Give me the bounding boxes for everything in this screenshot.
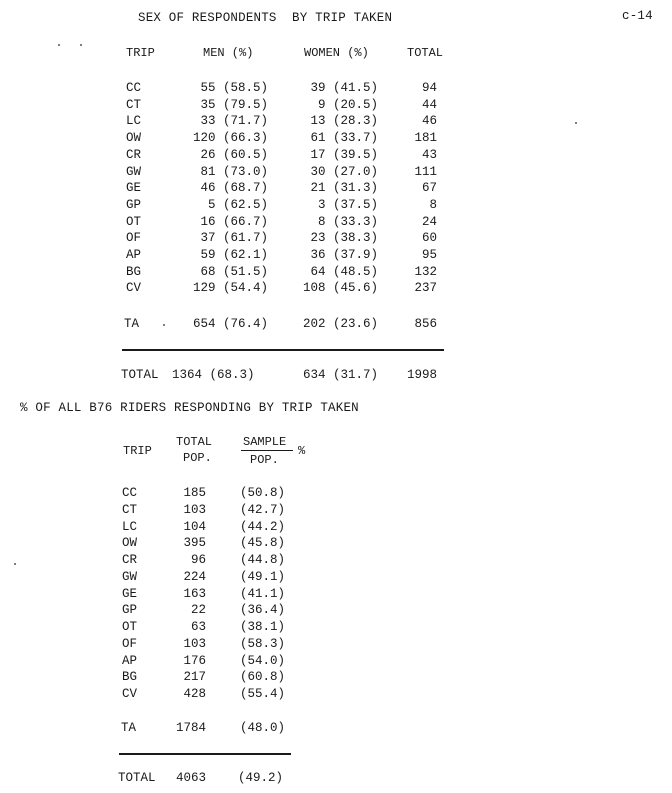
table2-cell-trip: CC	[122, 486, 138, 500]
table1-cell-women: 13 (28.3)	[310, 114, 378, 128]
table2-cell-pct: (38.1)	[240, 620, 286, 634]
table2-total-label: TOTAL	[118, 771, 156, 785]
table1-ta-women: 202 (23.6)	[302, 317, 378, 331]
table2-cell-trip: BG	[122, 670, 138, 684]
table2-total-rule	[119, 753, 291, 755]
page-number: c-14	[622, 9, 653, 23]
table1-cell-men: 33 (71.7)	[200, 114, 268, 128]
table1-cell-men: 16 (66.7)	[200, 215, 268, 229]
table2-header-total-top: TOTAL	[176, 435, 213, 449]
table2-cell-trip: OT	[122, 620, 138, 634]
table1-cell-women: 61 (33.7)	[310, 131, 378, 145]
table1-cell-trip: CT	[126, 98, 142, 112]
table1-cell-men: 129 (54.4)	[192, 281, 268, 295]
table1-cell-trip: LC	[126, 114, 142, 128]
table1-cell-total: 95	[421, 248, 437, 262]
table2-cell-trip: OF	[122, 637, 138, 651]
table2-cell-pct: (36.4)	[240, 603, 286, 617]
table1-header-women: WOMEN (%)	[304, 46, 369, 60]
table1-cell-trip: CR	[126, 148, 142, 162]
table1-cell-men: 5 (62.5)	[207, 198, 268, 212]
table1-cell-women: 8 (33.3)	[317, 215, 378, 229]
table2-total-pct: (49.2)	[238, 771, 284, 785]
table2-cell-pct: (58.3)	[240, 637, 286, 651]
table1-cell-total: 60	[421, 231, 437, 245]
table1-header-men: MEN (%)	[203, 46, 254, 60]
table2-header-sample-bottom: POP.	[250, 453, 279, 467]
table2-header-trip: TRIP	[123, 444, 152, 458]
table2-cell-trip: GE	[122, 587, 138, 601]
table1-cell-total: 67	[421, 181, 437, 195]
table1-cell-men: 37 (61.7)	[200, 231, 268, 245]
table1-cell-women: 30 (27.0)	[310, 165, 378, 179]
table1-cell-total: 8	[429, 198, 437, 212]
table1-ta-trip: TA	[124, 317, 140, 331]
table1-cell-total: 237	[414, 281, 437, 295]
table2-cell-pct: (41.1)	[240, 587, 286, 601]
table1-cell-women: 23 (38.3)	[310, 231, 378, 245]
table1-cell-total: 94	[421, 81, 437, 95]
table1-cell-women: 17 (39.5)	[310, 148, 378, 162]
table1-title: SEX OF RESPONDENTS BY TRIP TAKEN	[138, 11, 393, 25]
table1-cell-trip: CV	[126, 281, 142, 295]
table1-cell-men: 46 (68.7)	[200, 181, 268, 195]
table1-cell-women: 64 (48.5)	[310, 265, 378, 279]
table1-cell-men: 120 (66.3)	[192, 131, 268, 145]
table2-cell-trip: AP	[122, 654, 138, 668]
table1-cell-men: 59 (62.1)	[200, 248, 268, 262]
table2-cell-pop: 22	[190, 603, 206, 617]
table2-cell-pct: (42.7)	[240, 503, 286, 517]
table1-ta-total: 856	[414, 317, 437, 331]
table1-total-label: TOTAL	[121, 368, 159, 382]
table2-title: % OF ALL B76 RIDERS RESPONDING BY TRIP TAKEN	[20, 401, 359, 415]
table1-cell-total: 181	[414, 131, 437, 145]
table2-cell-trip: CT	[122, 503, 138, 517]
table2-ta-pop: 1784	[175, 721, 206, 735]
table2-header-sample-top: SAMPLE	[243, 435, 287, 449]
table1-total-women: 634 (31.7)	[302, 368, 378, 382]
table1-cell-men: 55 (58.5)	[200, 81, 268, 95]
table2-cell-pop: 224	[183, 570, 206, 584]
table2-cell-pct: (45.8)	[240, 536, 286, 550]
speck	[575, 122, 577, 124]
table1-cell-trip: GE	[126, 181, 142, 195]
table1-cell-total: 111	[414, 165, 437, 179]
table2-header-percent: %	[298, 444, 306, 458]
table1-cell-total: 24	[421, 215, 437, 229]
table2-cell-pop: 163	[183, 587, 206, 601]
table2-cell-trip: CR	[122, 553, 138, 567]
speck	[14, 563, 16, 565]
table1-cell-trip: OW	[126, 131, 142, 145]
table2-cell-pop: 103	[183, 637, 206, 651]
table1-total-total: 1998	[406, 368, 437, 382]
table2-cell-pct: (50.8)	[240, 486, 286, 500]
table1-cell-total: 132	[414, 265, 437, 279]
table2-cell-pop: 185	[183, 486, 206, 500]
table2-cell-trip: GP	[122, 603, 138, 617]
table1-cell-men: 68 (51.5)	[200, 265, 268, 279]
table1-cell-women: 39 (41.5)	[310, 81, 378, 95]
table2-cell-trip: OW	[122, 536, 138, 550]
table1-cell-trip: OT	[126, 215, 142, 229]
table1-cell-trip: CC	[126, 81, 142, 95]
table1-cell-trip: GW	[126, 165, 142, 179]
table2-cell-trip: GW	[122, 570, 138, 584]
table2-header-fraction-line	[241, 450, 293, 451]
table2-cell-pct: (49.1)	[240, 570, 286, 584]
table1-cell-women: 36 (37.9)	[310, 248, 378, 262]
table2-cell-pop: 96	[190, 553, 206, 567]
table2-cell-pop: 395	[183, 536, 206, 550]
table2-cell-pct: (54.0)	[240, 654, 286, 668]
table2-cell-pop: 103	[183, 503, 206, 517]
table2-cell-trip: CV	[122, 687, 138, 701]
table1-cell-women: 3 (37.5)	[317, 198, 378, 212]
table1-cell-women: 9 (20.5)	[317, 98, 378, 112]
table1-cell-trip: BG	[126, 265, 142, 279]
table1-header-trip: TRIP	[126, 46, 155, 60]
table2-cell-pop: 217	[183, 670, 206, 684]
table1-cell-men: 81 (73.0)	[200, 165, 268, 179]
table2-cell-pct: (44.8)	[240, 553, 286, 567]
table2-header-total-bottom: POP.	[183, 451, 212, 465]
table1-cell-women: 108 (45.6)	[302, 281, 378, 295]
table2-cell-pop: 63	[190, 620, 206, 634]
speck	[80, 44, 82, 46]
table1-cell-women: 21 (31.3)	[310, 181, 378, 195]
table2-cell-pop: 176	[183, 654, 206, 668]
table2-cell-pct: (44.2)	[240, 520, 286, 534]
table1-cell-trip: GP	[126, 198, 142, 212]
table2-ta-trip: TA	[121, 721, 137, 735]
table1-cell-men: 26 (60.5)	[200, 148, 268, 162]
table1-total-men: 1364 (68.3)	[172, 368, 255, 382]
table1-cell-trip: AP	[126, 248, 142, 262]
table2-cell-pop: 104	[183, 520, 206, 534]
table1-cell-total: 43	[421, 148, 437, 162]
table2-cell-trip: LC	[122, 520, 138, 534]
table1-cell-trip: OF	[126, 231, 142, 245]
table1-cell-men: 35 (79.5)	[200, 98, 268, 112]
table1-total-rule	[122, 349, 444, 351]
table2-cell-pct: (60.8)	[240, 670, 286, 684]
table1-ta-men: 654 (76.4)	[192, 317, 268, 331]
table2-total-pop: 4063	[175, 771, 206, 785]
table1-cell-total: 44	[421, 98, 437, 112]
table1-cell-total: 46	[421, 114, 437, 128]
table1-header-total: TOTAL	[407, 46, 444, 60]
table2-ta-pct: (48.0)	[240, 721, 286, 735]
table2-cell-pct: (55.4)	[240, 687, 286, 701]
table2-cell-pop: 428	[183, 687, 206, 701]
speck	[58, 44, 60, 46]
